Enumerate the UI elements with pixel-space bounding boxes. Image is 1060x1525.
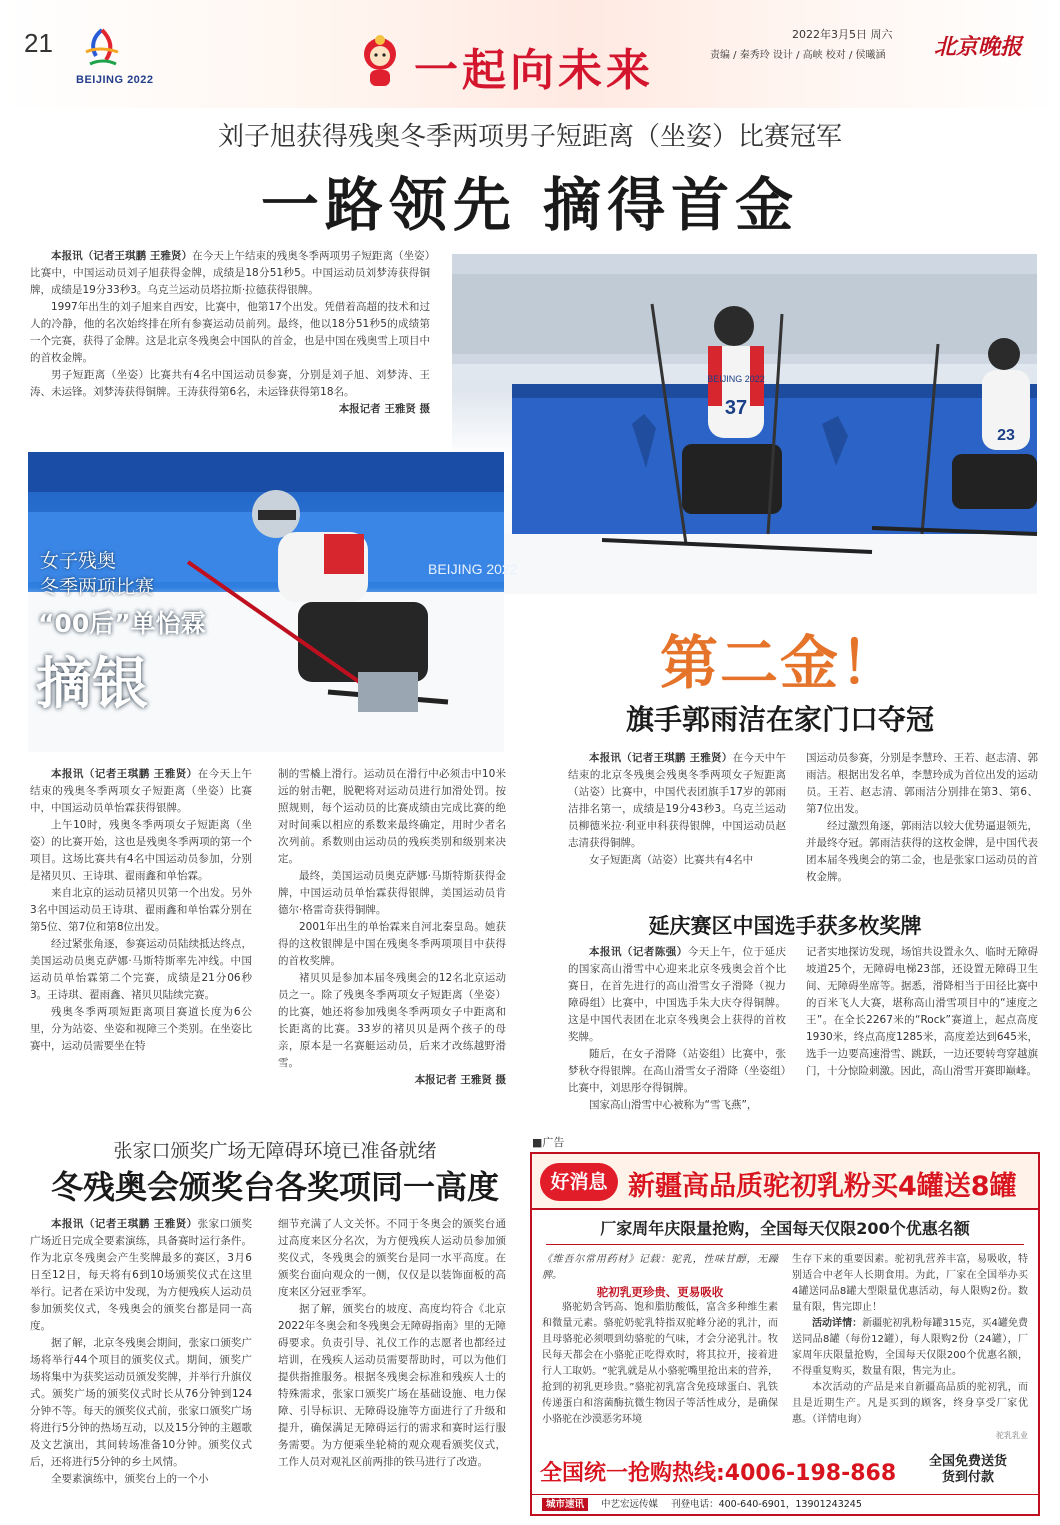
paragraph: 制的雪橇上滑行。运动员在滑行中必须击中10米远的射击靶，脱靶将对运动员进行加滑处罚。按照规则，每个运动员的比赛成绩由完成比赛的绝对时间乘以相应的系数来最终确定，用时少者名次列前。系数则由运动员的残疾类别和级别来决定。: [278, 768, 506, 865]
byline: 本报讯（记者王琪鹏 王雅贤）: [51, 250, 193, 262]
second-gold-subhead: 旗手郭雨洁在家门口夺冠: [625, 703, 934, 736]
paragraph: 新疆驼初乳粉每罐315克，买4罐免费送同品8罐（每份12罐），每人限购2份（24罐），厂家周年庆限量抢购，全国每天仅限200个优惠名额，不得重复购买，数量有限，售完为止。: [792, 1318, 1028, 1377]
photo-credit: 本报记者 王雅贤 摄: [338, 403, 430, 415]
ad-delivery-note: [908, 1454, 1028, 1486]
yanqing-headline: 延庆赛区中国选手获多枚奖牌: [648, 914, 922, 938]
paragraph: 女子短距离（站姿）比赛共有4名中: [589, 854, 754, 866]
lead-headline: 一路领先 摘得首金: [260, 171, 800, 239]
ad-section-title: 驼初乳更珍贵、更易吸收: [596, 1285, 724, 1299]
byline: 本报讯（记者王琪鹏 王雅贤）: [51, 1218, 198, 1230]
lead-article-body: [30, 248, 430, 418]
ad-footer-company: 中艺宏远传媒: [601, 1499, 659, 1510]
paragraph: 来自北京的运动员褚贝贝第一个出发。另外3名中国运动员王诗琪、翟雨鑫和单怡霖分别在第5位、第7位和第8位出发。: [30, 887, 252, 933]
editor-credits: 责编 / 秦秀玲 设计 / 高峡 校对 / 侯曦涵: [710, 50, 886, 61]
byline: 本报讯（记者陈强）: [589, 946, 688, 958]
paragraph: 随后，在女子滑降（站姿组）比赛中，张梦秋夺得银牌。在高山滑雪女子滑降（坐姿组）比赛中，刘思彤夺得铜牌。: [568, 1048, 786, 1094]
paragraph: 在今天上午结束的残奥冬季两项男子短距离（坐姿）比赛中，中国运动员刘子旭获得金牌，成绩是18分51秒5。中国运动员刘梦涛获得铜牌，成绩是19分33秒3。乌克兰运动员塔拉斯·拉德获得银牌。: [30, 250, 431, 296]
paragraph: 生存下来的重要因素。驼初乳营养丰富，易吸收，特别适合中老年人长期食用。为此，厂家在全国举办买4罐送同品8罐大型限量优惠活动，每人限购2份。数量有限，售完即止！: [792, 1254, 1028, 1313]
bib-label: BEIJING 2022: [707, 374, 765, 384]
caption-line: 冬季两项比赛: [40, 576, 155, 598]
article-yanqing-col1: [568, 944, 786, 1114]
ad-column-1: [542, 1252, 778, 1428]
second-gold-headline: 第二金！: [659, 629, 900, 697]
caption-line: 女子残奥: [40, 550, 117, 572]
paragraph: 残奥冬季两项短距离项目赛道长度为6公里，分为站姿、坐姿和视障三个类别。在坐姿比赛中，运动员需要坐在特: [30, 1006, 252, 1052]
ad-label: ■广告: [532, 1136, 565, 1149]
paragraph: 全要素演练中，颁奖台上的一个小: [51, 1473, 209, 1485]
bib-number: 37: [724, 397, 748, 419]
ad-delivery-line: 货到付款: [941, 1470, 994, 1485]
photo-sit-ski-race: [452, 254, 1037, 594]
photo-caption-head: [40, 548, 154, 600]
ad-column-2: [792, 1252, 1028, 1444]
paragraph: 记者实地探访发现，场馆共设置永久、临时无障碍坡道25个，无障碍电梯23部，还设置无障碍卫生间、无障碍坐席等。据悉，滑降相当于田径比赛中的百米飞人大赛，堪称高山滑雪项目中的“速度之王”。在全长2267米的“Rock”赛道上，起点高度1930米，终点高度1285米，高度差达到645米，选手一边要高速滑雪、跳跃，一边还要转弯穿越旗门，十分惊险刺激。因此，高山滑雪开赛即巅峰。: [806, 946, 1038, 1077]
beijing-2022-paralympic-emblem-icon: [76, 26, 128, 72]
article-zhangjiakou-col1: [30, 1216, 252, 1488]
paragraph: 男子短距离（坐姿）比赛共有4名中国运动员参赛，分别是刘子旭、刘梦涛、王涛、未运锋。刘梦涛获得铜牌。王涛获得第6名，未运锋获得第18名。: [30, 369, 430, 398]
paragraph: 国运动员参赛，分别是李慧玲、王若、赵志清、郭雨洁。根据出发名单，李慧玲成为首位出发的运动员。王若、赵志清、郭雨洁分别排在第3、第6、第7位出发。: [806, 752, 1038, 815]
shuey-rhon-rhon-mascot-icon: [358, 34, 402, 90]
issue-date: 2022年3月5日 周六: [792, 28, 893, 41]
ad-section-title: 活动详情：: [812, 1318, 863, 1329]
paragraph: 据了解，颁奖台的坡度、高度均符合《北京2022年冬奥会和冬残奥会无障碍指南》里的无障碍要求。负责引导、礼仪工作的志愿者也都经过培训，在残疾人运动员需要帮助时，可以为他们提供指推服务。根据冬残奥会标准和残疾人士的特殊需求，张家口颁奖广场在基础设施、电力保障、引导标识、无障碍设施等方面进行了升级和提升，确保满足无障碍运行的需求和赛时运行服务需要。为方便乘坐轮椅的观众观看颁奖仪式，工作人员对观礼区前两排的铁马进行了改造。: [278, 1303, 506, 1468]
ad-footer-logo: 城市速讯: [542, 1498, 588, 1511]
paragraph: 今天上午，位于延庆的国家高山滑雪中心迎来北京冬残奥会首个比赛日，在首先进行的高山滑雪女子滑降（视力障碍组）比赛中，中国选手朱大庆夺得铜牌。这是中国代表团在北京冬残奥会上获得的首枚奖牌。: [568, 946, 787, 1043]
ad-quote: 《维吾尔常用药材》记载：驼乳，性味甘醇，无躁脾。: [542, 1254, 778, 1281]
newspaper-logo: 北京晚报: [934, 34, 1023, 60]
paragraph: 骆驼奶含钙高、饱和脂肪酸低，富含多种维生素和微量元素。骆驼奶驼乳特指双驼峰分泌的乳汁，而且母骆驼必须喂到幼骆驼的气味，才会分泌乳汁。牧民每天都会在小骆驼正吃得欢时，将其拉开，接着进行人工取奶。“驼乳就是从小骆驼嘴里抢出来的营养，抢到的初乳更珍贵。”骆驼初乳富含免疫球蛋白、乳铁传递蛋白和溶菌酶抗微生物因子等活性成分，是确保小骆驼在沙漠恶劣环境: [542, 1302, 778, 1425]
banner-text: BEIJING 2022: [428, 561, 518, 577]
paragraph: 细节充满了人文关怀。不同于冬奥会的颁奖台通过高度来区分名次，为方便残疾人运动员参加颁奖仪式，冬残奥会的颁奖台是同一水平高度。在颁奖台面向观众的一侧，仅仅是以装饰面板的高度来区分冠亚季军。: [278, 1218, 506, 1298]
ad-footer: [532, 1494, 1038, 1514]
ad-divider: [546, 1244, 1024, 1245]
ad-banner: [532, 1154, 1038, 1210]
photo-caption-result: 摘银: [36, 652, 148, 717]
section-title: 一起向未来: [414, 45, 654, 96]
paragraph: 1997年出生的刘子旭来自西安，比赛中，他第17个出发。凭借着高超的技术和过人的冷静，他的名次始终排在所有参赛运动员前列。最终，他以18分51秒5的成绩第一个完赛，获得了金牌。这是北京冬残奥会中国队的首金，也是中国在残奥雪上项目中的首枚金牌。: [30, 301, 430, 364]
article-zhangjiakou-col2: [278, 1216, 506, 1471]
lead-subtitle: 刘子旭获得残奥冬季两项男子短距离（坐姿）比赛冠军: [217, 122, 842, 152]
article-second-gold-col1: [568, 750, 786, 869]
byline: 本报讯（记者王琪鹏 王雅贤）: [51, 768, 198, 780]
photo-illustration: [452, 254, 1037, 594]
photo-credit: 本报记者 王雅贤 摄: [414, 1074, 506, 1086]
ad-footer-phone: 刊登电话：400-640-6901，13901243245: [671, 1499, 862, 1510]
ad-note: 驼乳乳业: [996, 1431, 1028, 1440]
ad-subheadline: 厂家周年庆限量抢购，全国每天仅限200个优惠名额: [600, 1219, 970, 1238]
photo-caption-name: “00后”单怡霖: [38, 609, 206, 638]
ad-delivery-line: 全国免费送货: [928, 1454, 1007, 1469]
article-second-gold-col2: [806, 750, 1038, 886]
paragraph: 2001年出生的单怡霖来自河北秦皇岛。她获得的这枚银牌是中国在残奥冬季两项项目中获得的首枚奖牌。: [278, 921, 506, 967]
article-silver-col2: [278, 766, 506, 1089]
zhangjiakou-subtitle: 张家口颁奖广场无障碍环境已准备就绪: [113, 1140, 437, 1162]
bib-number: 23: [997, 427, 1015, 444]
paragraph: 经过激烈角逐，郭雨洁以较大优势逼退领先，并最终夺冠。郭雨洁获得的这枚金牌，是中国代表团本届冬残奥会的第二金，也是张家口运动员的首枚金牌。: [806, 820, 1038, 883]
ad-hotline: 全国统一抢购热线:4006-198-868: [540, 1461, 897, 1486]
article-silver-col1: [30, 766, 252, 1055]
paragraph: 上午10时，残奥冬季两项女子短距离（坐姿）的比赛开始，这也是残奥冬季两项的第一个项目。这场比赛共有4名中国运动员参加，分别是褚贝贝、王诗琪、翟雨鑫和单怡霖。: [30, 819, 252, 882]
paragraph: 国家高山滑雪中心被称为“雪飞燕”，: [589, 1099, 758, 1111]
paragraph: 本次活动的产品是来自新疆高品质的驼初乳，而且是近期生产。凡是买到的顾客，终身享受厂家优惠。（详情电询）: [792, 1382, 1028, 1425]
ad-headline: 新疆高品质驼初乳粉买4罐送8罐: [628, 1171, 1017, 1202]
article-yanqing-col2: [806, 944, 1038, 1080]
byline: 本报讯（记者王琪鹏 王雅贤）: [589, 752, 733, 764]
paragraph: 张家口颁奖广场近日完成全要素演练，具备赛时运行条件。作为北京冬残奥会产生奖牌最多的赛区，3月6日至12日，每天将有6到10场颁奖仪式在这里举行。记者在采访中发现，为方便残疾人运动员参加颁奖仪式，冬残奥会的颁奖台都是同一高度。: [30, 1218, 253, 1332]
paragraph: 在今天中午结束的北京冬残奥会残奥冬季两项女子短距离（站姿）比赛中，中国代表团旗手17岁的郭雨洁排名第一，成绩是19分43秒3。乌克兰运动员柳德米拉·利亚申科获得银牌，中国运动员赵志清获得铜牌。: [568, 752, 787, 849]
paragraph: 据了解，北京冬残奥会期间，张家口颁奖广场将举行44个项目的颁奖仪式。期间，颁奖广场将集中为获奖运动员颁发奖牌，并举行升旗仪式。颁奖广场的颁奖仪式时长从76分钟到124分钟不等。每天的颁奖仪式前，张家口颁奖广场将进行5分钟的热场互动，以及15分钟的主题歌及文艺演出，其间转场准备10分钟。颁奖仪式后，还将进行5分钟的乡土风情。: [30, 1337, 252, 1468]
paragraph: 褚贝贝是参加本届冬残奥会的12名北京运动员之一。除了残奥冬季两项女子短距离（坐姿）的比赛，她还将参加残奥冬季两项女子中距离和长距离的比赛。33岁的褚贝贝是两个孩子的母亲，原本是一名赛艇运动员，后来才改练越野滑雪。: [278, 972, 506, 1069]
ad-badge: 好消息: [540, 1163, 618, 1201]
zhangjiakou-headline: 冬残奥会颁奖台各奖项同一高度: [50, 1168, 499, 1206]
advertisement: [530, 1152, 1040, 1516]
paragraph: 在今天上午结束的残奥冬季两项女子短距离（坐姿）比赛中，中国运动员单怡霖获得银牌。: [30, 768, 253, 814]
page-number: 21: [24, 28, 53, 58]
paragraph: 最终，美国运动员奥克萨娜·马斯特斯获得金牌，中国运动员单怡霖获得银牌，美国运动员肯德尔·格雷奇获得铜牌。: [278, 870, 506, 916]
paragraph: 经过紧张角逐，参赛运动员陆续抵达终点，美国运动员奥克萨娜·马斯特斯率先冲线。中国运动员单怡霖第二个完赛，成绩是21分06秒3。王诗琪、翟雨鑫、褚贝贝陆续完赛。: [30, 938, 252, 1001]
emblem-caption: BEIJING 2022: [76, 74, 154, 86]
